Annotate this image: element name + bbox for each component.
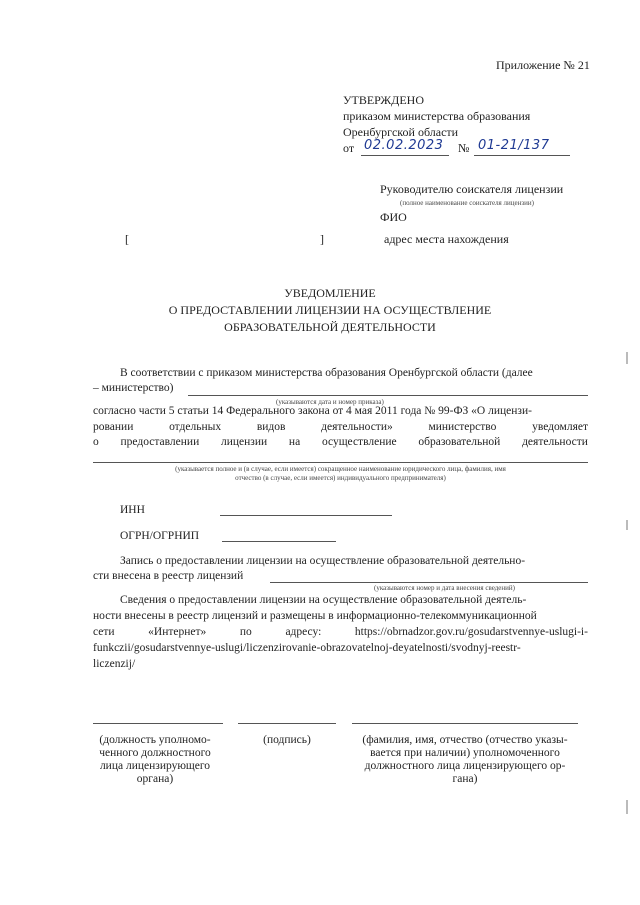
scan-artifact — [626, 520, 628, 530]
caption-line: ченного должностного — [99, 747, 211, 759]
p2-line-2: сти внесена в реестр лицензий — [93, 570, 244, 582]
scan-artifact — [626, 352, 628, 364]
word: деятельности — [522, 436, 588, 448]
name-caption — [345, 734, 585, 786]
appendix-label: Приложение № 21 — [496, 58, 590, 72]
recipient-head: Руководителю соискателя лицензии — [380, 182, 564, 196]
word: лицензии — [220, 436, 268, 448]
recipient-address: адрес места нахождения — [384, 232, 509, 246]
p1-line-3: согласно части 5 статьи 14 Федерального закона от 4 мая 2011 года № 99-ФЗ «О лицензи- — [93, 405, 532, 417]
order-date-line — [188, 395, 588, 396]
word: образовательной — [418, 436, 501, 448]
word: «Интернет» — [148, 626, 207, 638]
title-line-3: ОБРАЗОВАТЕЛЬНОЙ ДЕЯТЕЛЬНОСТИ — [224, 320, 436, 334]
ogrn-line — [222, 541, 336, 542]
word: сети — [93, 626, 115, 638]
address-bracket-left: [ — [125, 232, 129, 246]
approved-region: Оренбургской области — [343, 125, 459, 139]
word: предоставлении — [120, 436, 200, 448]
registry-entry-hint: (указываются номер и дата внесения сведений) — [374, 584, 515, 592]
address-bracket-right: ] — [320, 232, 324, 246]
signature-line — [238, 723, 336, 724]
number-prefix: № — [458, 141, 470, 155]
registry-entry-line — [270, 582, 588, 583]
registry-url-part[interactable]: https://obrnadzor.gov.ru/gosudarstvennye-uslugi-i- — [354, 626, 588, 638]
approved-by-order: приказом министерства образования — [343, 109, 531, 123]
p1-line-2: – министерство) — [93, 382, 174, 394]
inn-label: ИНН — [120, 504, 145, 516]
word: о — [93, 436, 99, 448]
word: осуществление — [321, 436, 397, 448]
p1-line-1: В соответствии с приказом министерства образования Оренбургской области (далее — [120, 367, 533, 379]
name-signature-line — [352, 723, 578, 724]
word: министерство — [428, 421, 497, 433]
date-prefix: от — [343, 141, 355, 155]
word: на — [288, 436, 301, 448]
date-underline — [361, 155, 449, 156]
p1-line-5 — [93, 436, 588, 448]
licensee-name-line — [93, 462, 588, 463]
number-underline — [474, 155, 570, 156]
word: деятельности» — [321, 421, 393, 433]
approved-label: УТВЕРЖДЕНО — [343, 93, 425, 107]
title-line-1: УВЕДОМЛЕНИЕ — [284, 286, 376, 300]
p3-line-3 — [93, 626, 588, 638]
inn-line — [220, 515, 392, 516]
word: ровании — [93, 421, 134, 433]
title-line-2: О ПРЕДОСТАВЛЕНИИ ЛИЦЕНЗИИ НА ОСУЩЕСТВЛЕНИЕ — [168, 303, 492, 317]
ogrn-label: ОГРН/ОГРНИП — [120, 530, 200, 542]
caption-line: гана) — [452, 773, 478, 785]
registry-url-line-2[interactable]: funkczii/gosudarstvennye-uslugi/liczenzirovanie-obrazovatelnoj-deyatelnosti/svodnyj-reestr- — [93, 642, 521, 654]
position-signature-line — [93, 723, 223, 724]
registry-url-line-3[interactable]: liczenzij/ — [93, 658, 136, 670]
caption-line: органа) — [136, 773, 174, 785]
p2-line-1: Запись о предоставлении лицензии на осуществление образовательной деятельно- — [120, 555, 526, 567]
word: адресу: — [285, 626, 322, 638]
p1-line-4 — [93, 421, 588, 433]
signature-caption: (подпись) — [263, 734, 311, 746]
caption-line: вается при наличии) уполномоченного — [370, 747, 560, 759]
position-caption — [80, 734, 230, 786]
recipient-head-hint: (полное наименование соискателя лицензии) — [400, 199, 534, 207]
recipient-fio: ФИО — [380, 210, 407, 224]
licensee-hint-1: (указывается полное и (в случае, если имеется) сокращенное наименование юридического лица, фамилия, имя — [175, 465, 506, 473]
caption-line: (должность уполномо- — [99, 734, 211, 746]
p3-line-1: Сведения о предоставлении лицензии на осуществление образовательной деятель- — [120, 594, 527, 606]
word: уведомляет — [532, 421, 588, 433]
word: по — [239, 626, 252, 638]
handwritten-date: 02.02.2023 — [364, 138, 444, 153]
p3-line-2: ности внесены в реестр лицензий и размещены в информационно-телекоммуникационной — [93, 610, 537, 622]
word: видов — [256, 421, 286, 433]
caption-line: должностного лица лицензирующего ор- — [364, 760, 566, 772]
licensee-hint-2: отчество (в случае, если имеется) индивидуального предпринимателя) — [235, 474, 446, 482]
caption-line: лица лицензирующего — [99, 760, 211, 772]
word: отдельных — [169, 421, 222, 433]
handwritten-number: 01-21/137 — [478, 138, 550, 153]
scan-artifact — [626, 800, 628, 814]
order-date-hint: (указываются дата и номер приказа) — [276, 398, 384, 406]
caption-line: (фамилия, имя, отчество (отчество указы- — [362, 734, 568, 746]
